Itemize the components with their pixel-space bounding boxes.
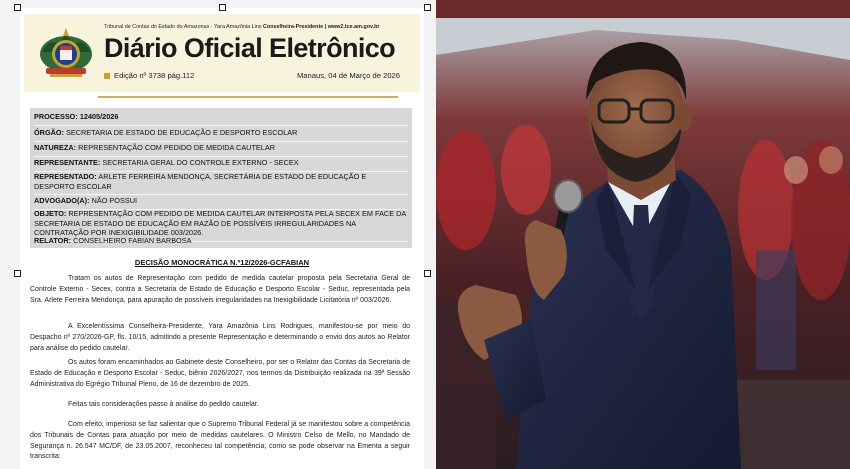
- edition-text: Edição nº 3738 pág.112: [114, 71, 195, 80]
- meta-label: NATUREZA:: [34, 143, 77, 152]
- paragraph: Tratam os autos de Representação com pedido de medida cautelar proposta pela Secretaria Geral de Controle Externo - Secex, contra a Secretaria de Estado de Educação e Desporto Escolar - Seduc, representada pela Sra. Arlete Ferreira Mendonça, para apuração de possíveis irregularidades na Inexigibilidade Licitatória nº 003/2026.: [30, 275, 410, 304]
- meta-label: OBJETO:: [34, 209, 67, 218]
- speaker-photo: [436, 0, 850, 469]
- decision-title: DECISÃO MONOCRÁTICA N.º12/2026-GCFABIAN: [134, 258, 310, 267]
- paragraph: Com efeito, imperioso se faz salientar que o Supremo Tribunal Federal já se manifestou sobre a competência dos Tribunais de Contas para atuação por meio de medidas cautelares. O Ministro Celso de Mello, no Mandado de Segurança n. 26.547 MC/DF, de 23.05.2007, reconheceu tal competência, como se pode observar na Ementa a seguir transcrita:: [30, 421, 410, 461]
- meta-label: REPRESENTADO:: [34, 172, 97, 181]
- meta-row-representado: [34, 172, 408, 195]
- masthead-president-title: Conselheira-Presidente: [263, 24, 324, 30]
- paragraph: Feitas tais considerações passo à análise do pedido cautelar.: [68, 401, 259, 408]
- meta-label: ADVOGADO(A):: [34, 196, 90, 205]
- meta-row-natureza: [34, 143, 408, 157]
- meta-value: SECRETARIA DE ESTADO DE EDUCAÇÃO E DESPORTO ESCOLAR: [66, 128, 298, 137]
- selection-handle-icon[interactable]: [424, 4, 431, 11]
- selection-handle-icon[interactable]: [219, 4, 226, 11]
- meta-label: REPRESENTANTE:: [34, 158, 101, 167]
- selection-handle-icon[interactable]: [14, 4, 21, 11]
- meta-label: PROCESSO:: [34, 112, 78, 121]
- meta-row-representante: [34, 158, 408, 172]
- state-coat-of-arms-icon: [38, 24, 94, 80]
- meta-row-processo: [34, 112, 408, 126]
- meta-value: NÃO POSSUI: [91, 196, 137, 205]
- meta-value: ARLETE FERREIRA MENDONÇA, SECRETÁRIA DE ESTADO DE EDUCAÇÃO E DESPORTO ESCOLAR: [34, 172, 367, 191]
- document-page: [20, 8, 424, 469]
- process-metadata-box: [30, 108, 412, 248]
- meta-value: SECRETARIA GERAL DO CONTROLE EXTERNO - SECEX: [102, 158, 299, 167]
- meta-value: 12405/2026: [79, 112, 119, 121]
- masthead-top-line: [104, 24, 379, 30]
- masthead-date: Manaus, 04 de Março de 2026: [296, 71, 400, 80]
- edition-bullet-icon: [104, 73, 110, 79]
- paragraph: A Excelentíssima Conselheira-Presidente, Yara Amazônia Lins Rodrigues, manifestou-se por meio do Despacho nº 270/2026-GP, fls. 10/15, admitindo a presente Representação e determinando o envio dos autos ao Relator para análise do pedido cautelar.: [30, 323, 410, 352]
- meta-row-advogado: [34, 196, 408, 210]
- selection-handle-icon[interactable]: [424, 270, 431, 277]
- masthead-url: | www2.tce.am.gov.br: [324, 24, 380, 30]
- meta-label: ÓRGÃO:: [34, 128, 64, 137]
- meta-value: CONSELHEIRO FABIAN BARBOSA: [73, 236, 192, 245]
- meta-label: RELATOR:: [34, 236, 72, 245]
- masthead-court-name: Tribunal de Contas do Estado do Amazonas · Yara Amazônia Lins: [104, 24, 262, 30]
- masthead-divider: [98, 96, 398, 98]
- masthead-edition: [104, 71, 194, 80]
- meta-value: REPRESENTAÇÃO COM PEDIDO DE MEDIDA CAUTELAR: [78, 143, 275, 152]
- masthead: [24, 14, 420, 92]
- meta-value: REPRESENTAÇÃO COM PEDIDO DE MEDIDA CAUTELAR INTERPOSTA PELA SECEX EM FACE DA SECRETARIA DE ESTADO DE EDUCAÇÃO EM RAZÃO DE POSSÍVEIS IRREGULARIDADES NA CONTRATAÇÃO POR INEXIGIBILIDADE 003/2026.: [34, 209, 406, 238]
- meta-row-orgao: [34, 128, 408, 142]
- selection-handle-icon[interactable]: [14, 270, 21, 277]
- masthead-title: Diário Oficial Eletrônico: [104, 33, 396, 63]
- paragraph: Os autos foram encaminhados ao Gabinete deste Conselheiro, por ser o Relator das Contas da Secretaria de Estado de Educação e Desporto Escolar - Seduc, biênio 2026/2027, nos termos da Distribuição realizada na 39ª Sessão Administrativa do Egrégio Tribunal Pleno, de 16 de dezembro de 2025.: [30, 359, 410, 388]
- meta-row-relator: [34, 236, 408, 249]
